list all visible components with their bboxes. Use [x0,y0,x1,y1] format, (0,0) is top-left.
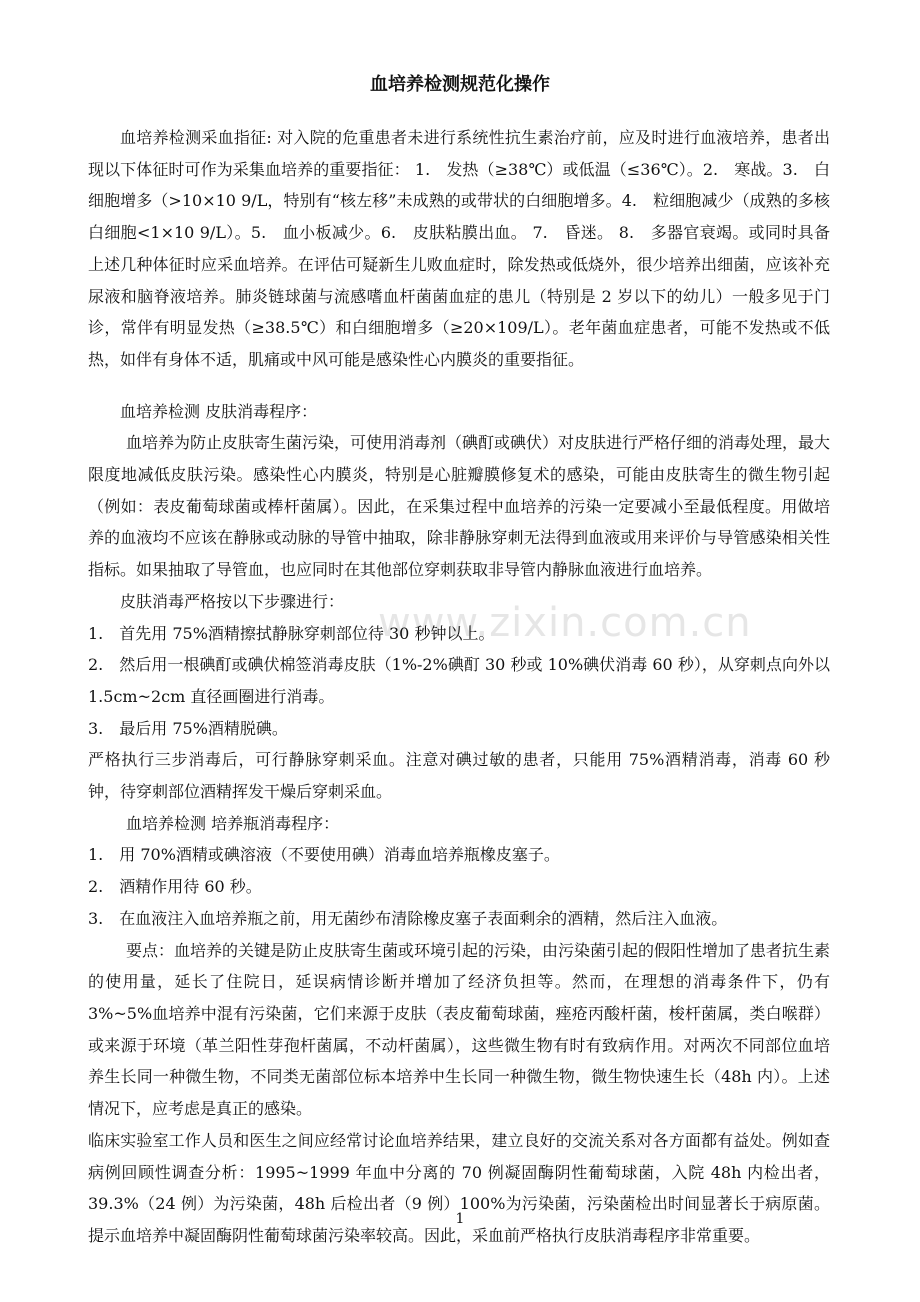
heading-bottle-disinfection: 血培养检测 培养瓶消毒程序： [126,813,340,833]
paragraph-indications: 血培养检测采血指征: 对入院的危重患者未进行系统性抗生素治疗前，应及时进行血液培养，患者出现以下体征时可作为采集血培养的重要指征： 1. 发热（≥38℃）或低温（≤36℃）。2. 寒战。3. 白细胞增多（>10×10 9/L，特别有“核左移”未成熟的或带状的白细胞增多。4. 粒细胞减少（成熟的多核白细胞<1×10 9/L）。5. 血小板减少。6. 皮肤粘膜出血。 7. 昏迷。 8. 多器官衰竭。或同时具备上述几种体征时应采血培养。在评估可疑新生儿败血症时，除发热或低烧外，很少培养出细菌，应该补充尿液和脑脊液培养。肺炎链球菌与流感嗜血杆菌菌血症的患儿（特别是 2 岁以下的幼儿）一般多见于门诊，常伴有明显发热（≥38.5℃）和白细胞增多（≥20×109/L）。老年菌血症患者，可能不发热或不低热，如伴有身体不适，肌痛或中风可能是感染性心内膜炎的重要指征。 [88,128,830,369]
paragraph-key-points: 要点：血培养的关键是防止皮肤寄生菌或环境引起的污染，由污染菌引起的假阳性增加了患者抗生素的使用量，延长了住院日，延误病情诊断并增加了经济负担等。然而，在理想的消毒条件下，仍有 3%~5%血培养中混有污染菌，它们来源于皮肤（表皮葡萄球菌，痤疮丙酸杆菌，梭杆菌属，类白喉群）或来源于环境（革兰阳性芽孢杆菌属，不动杆菌属），这些微生物有时有致病作用。对两次不同部位血培养生长同一种微生物，不同类无菌部位标本培养中生长同一种微生物，微生物快速生长（48h 内）。上述情况下，应考虑是真正的感染。 [88,940,831,1119]
list-item-step-2: 2. 然后用一根碘酊或碘伏棉签消毒皮肤（1%-2%碘酊 30 秒或 10%碘伏消毒 60 秒），从穿刺点向外以 1.5cm~2cm 直径画圈进行消毒。 [88,655,830,706]
paragraph-lab-communication: 临床实验室工作人员和医生之间应经常讨论血培养结果，建立良好的交流关系对各方面都有益处。例如查病例回顾性调查分析：1995~1999 年血中分离的 70 例凝固酶阴性葡萄球菌，入院 48h 内检出者，39.3%（24 例）为污染菌，48h 后检出者（9 例）100%为污染菌，污染菌检出时间显著长于病原菌。提示血培养中凝固酶阴性葡萄球菌污染率较高。因此，采血前严格执行皮肤消毒程序非常重要。 [88,1130,830,1245]
list-item-step-1: 1. 首先用 75%酒精擦拭静脉穿刺部位待 30 秒钟以上。 [88,623,495,643]
paragraph-skin-disinfection: 血培养为防止皮肤寄生菌污染，可使用消毒剂（碘酊或碘伏）对皮肤进行严格仔细的消毒处理，最大限度地减低皮肤污染。感染性心内膜炎，特别是心脏瓣膜修复术的感染，可能由皮肤寄生的微生物引起（例如：表皮葡萄球菌或棒杆菌属）。因此，在采集过程中血培养的污染一定要减小至最低程度。用做培养的血液均不应该在静脉或动脉的导管中抽取，除非静脉穿刺无法得到血液或用来评价与导管感染相关性指标。如果抽取了导管血，也应同时在其他部位穿刺获取非导管内静脉血液进行血培养。 [88,433,831,580]
list-item-bottle-1: 1. 用 70%酒精或碘溶液（不要使用碘）消毒血培养瓶橡皮塞子。 [88,845,560,865]
heading-disinfection-steps: 皮肤消毒严格按以下步骤进行： [120,591,345,611]
watermark: www.zixin.com.cn [378,600,752,646]
paragraph-after-disinfection: 严格执行三步消毒后，可行静脉穿刺采血。注意对碘过敏的患者，只能用 75%酒精消毒，消毒 60 秒钟，待穿刺部位酒精挥发干燥后穿刺采血。 [88,750,830,802]
heading-skin-disinfection: 血培养检测 皮肤消毒程序： [120,401,318,421]
document-body [88,122,830,1252]
document-title: 血培养检测规范化操作 [370,74,550,95]
page-number: 1 [455,1211,465,1227]
list-item-step-3: 3. 最后用 75%酒精脱碘。 [88,718,288,738]
list-item-bottle-3: 3. 在血液注入血培养瓶之前，用无菌纱布清除橡皮塞子表面剩余的酒精，然后注入血液。 [88,908,728,928]
list-item-bottle-2: 2. 酒精作用待 60 秒。 [88,877,262,897]
